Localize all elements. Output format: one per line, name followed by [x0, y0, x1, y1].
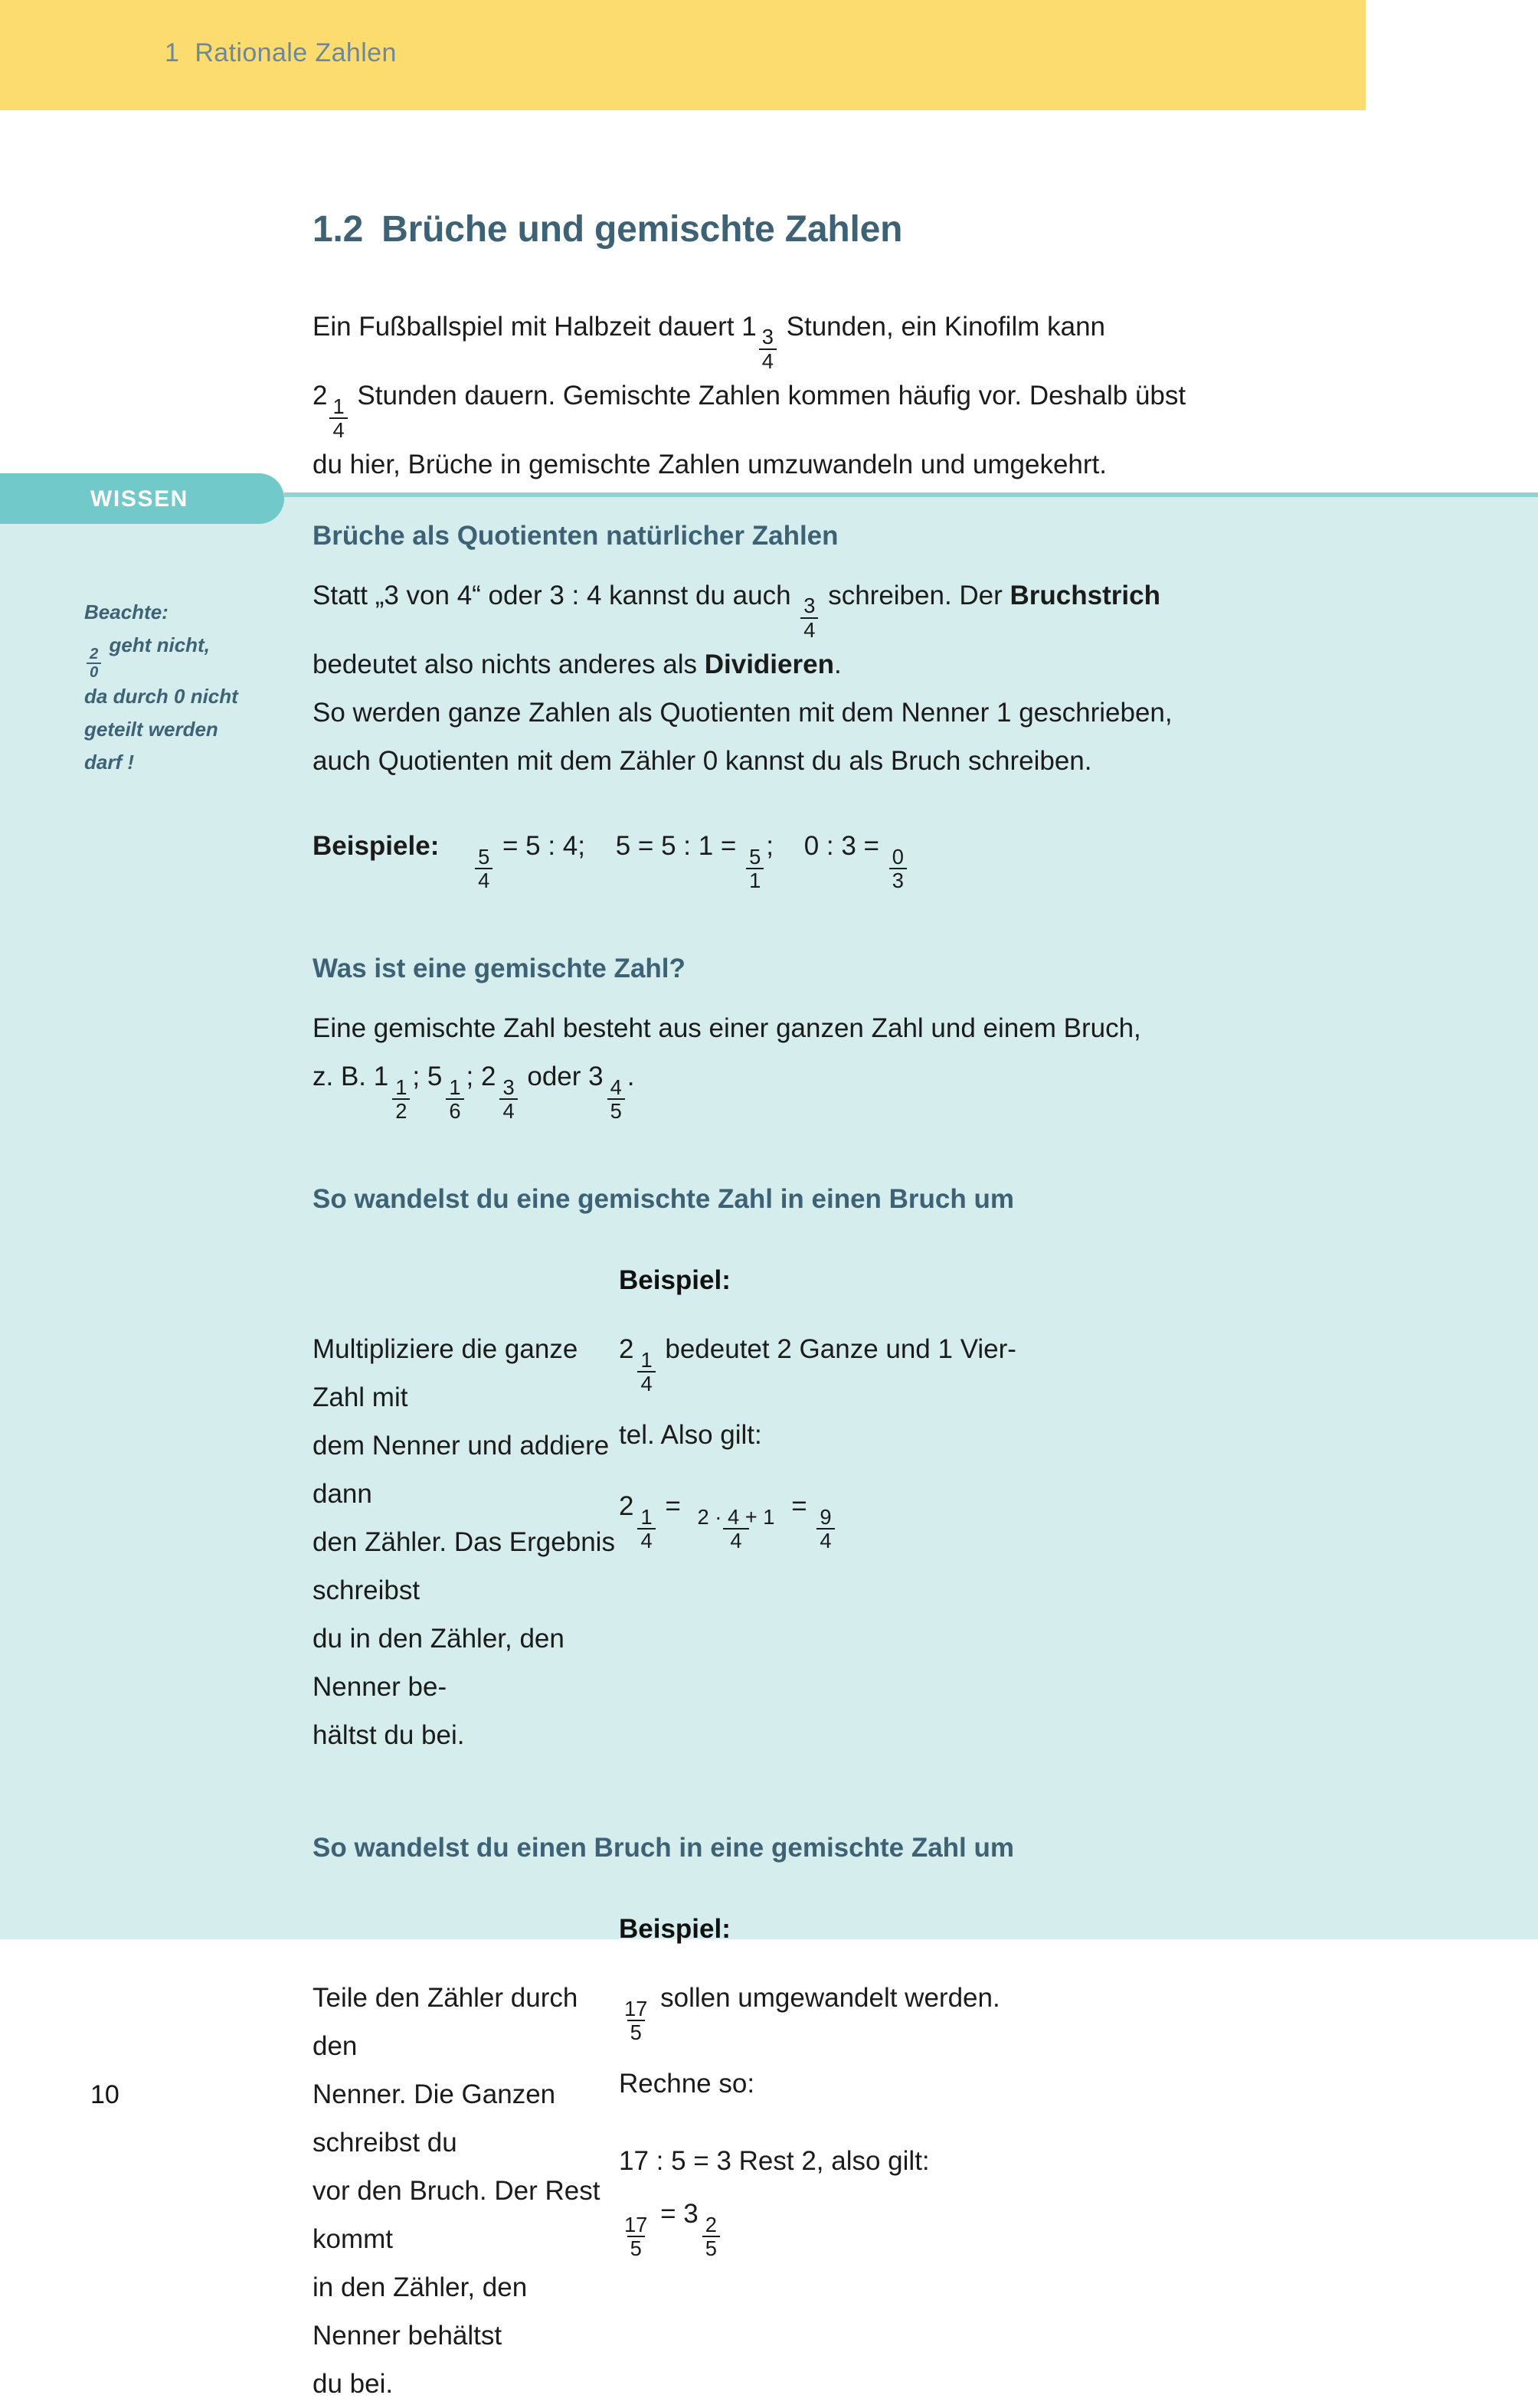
fraction-numerator: 3 [803, 594, 816, 618]
fraction-denominator: 5 [627, 2020, 645, 2043]
block4-equation [619, 2190, 1400, 2259]
block4-rule-line-1: Teile den Zähler durch den [313, 1983, 578, 2062]
fraction-part [637, 1347, 655, 1395]
fraction-denominator: 4 [637, 1528, 655, 1551]
fraction-denominator: 4 [816, 1528, 834, 1551]
block1-text-d: . [833, 649, 842, 680]
block2-period: . [627, 1062, 635, 1092]
block2-line-1: Eine gemischte Zahl besteht aus einer ganzen Zahl und einem Bruch, [313, 1013, 1141, 1044]
block1-examples-row [313, 822, 1400, 891]
example-2-lead: 5 = 5 : 1 = [615, 831, 744, 862]
running-head-chapter-title: Rationale Zahlen [195, 38, 397, 67]
fraction-numerator: 3 [761, 325, 774, 349]
mixed-whole: 1 [373, 1062, 389, 1092]
fraction-numerator: 5 [478, 844, 490, 869]
block4-rule-line-4: in den Zähler, den Nenner behältst [313, 2272, 528, 2351]
knowledge-panel-top-rule [284, 492, 1538, 497]
fraction-numerator: 3 [502, 1075, 515, 1099]
block3-rule-line-3: den Zähler. Das Ergebnis schreibst [313, 1527, 615, 1606]
mixed-number-five-and-sixth [427, 1062, 466, 1123]
running-head-band [0, 0, 1366, 110]
example-1-rest: = 5 : 4; [495, 831, 585, 862]
side-note-line-3: geteilt werden [84, 718, 218, 741]
fraction-numerator: 2 [90, 645, 99, 663]
fraction-denominator: 5 [607, 1098, 625, 1121]
fraction-denominator: 2 [392, 1098, 410, 1121]
block4-beispiel-label: Beispiel: [619, 1914, 731, 1945]
fraction-numerator: 1 [449, 1075, 461, 1099]
subheading-brueche-quotienten: Brüche als Quotienten natürlicher Zahlen [313, 521, 839, 551]
fraction-denominator: 1 [746, 868, 764, 891]
block3-rule-text [313, 1325, 619, 1759]
fraction-numerator: 0 [892, 844, 904, 869]
fraction-denominator: 5 [702, 2236, 720, 2259]
block2-paragraph [313, 1004, 1400, 1121]
side-note-line-2: da durch 0 nicht [84, 685, 238, 708]
side-note-line-4: darf ! [84, 751, 134, 774]
subheading-gemischte-zu-bruch: So wandelst du eine gemischte Zahl in einen Bruch um [313, 1184, 1014, 1215]
intro-line-2-text-b: Stunden dauern. Gemischte Zahlen kommen häufig vor. Deshalb übst [349, 381, 1186, 411]
fraction-numerator: 5 [749, 844, 761, 869]
mixed-number-two-and-three-quarters [480, 1062, 520, 1123]
fraction-denominator: 4 [800, 617, 818, 640]
page-title [313, 208, 902, 250]
fraction-numerator: 1 [640, 1347, 653, 1372]
fraction-numerator: 1 [640, 1504, 653, 1529]
block4-rule-line-3: vor den Bruch. Der Rest kommt [313, 2176, 600, 2255]
fraction-denominator: 4 [637, 1371, 655, 1394]
section-number: 1.2 [313, 209, 364, 250]
block4-example-column [619, 1914, 1400, 2408]
intro-line-1-text-a: Ein Fußballspiel mit Halbzeit dauert 1 [313, 312, 757, 342]
mixed-whole: 2 [619, 1491, 634, 1522]
block2-sep-2: ; [466, 1062, 481, 1092]
block1-line-2 [313, 640, 1400, 689]
block3-example-line-1 [619, 1325, 1400, 1394]
fraction-nine-fourths [816, 1504, 834, 1552]
block2-sep-3: oder [519, 1062, 589, 1092]
block2-sep-1: ; [412, 1062, 427, 1092]
fraction-zero-over-three [889, 846, 907, 892]
block2-lead: z. B. [313, 1062, 374, 1092]
fraction-numerator: 1 [395, 1075, 407, 1099]
wissen-tab-label: WISSEN [90, 486, 188, 512]
fraction-part [446, 1077, 463, 1122]
example-3-lead: 0 : 3 = [803, 831, 887, 862]
block1-bold-bruchstrich: Bruchstrich [1010, 581, 1160, 610]
fraction-denominator: 4 [499, 1098, 517, 1121]
side-note-text-a: geht nicht, [103, 633, 210, 656]
fraction-three-quarters [800, 595, 818, 640]
block4-example-line-2: Rechne so: [619, 2069, 755, 2099]
fraction-numerator: 2 [705, 2212, 717, 2236]
block1-text-b: schreiben. Der [820, 581, 1010, 610]
fraction-five-over-one [746, 846, 764, 892]
fraction-numerator: 4 [610, 1075, 622, 1099]
block3-equation [619, 1482, 1400, 1551]
intro-line-1 [313, 303, 1385, 371]
block1-bold-dividieren: Dividieren [704, 649, 834, 680]
mixed-number-two-and-quarter [619, 1491, 658, 1552]
fraction-part [702, 2214, 720, 2259]
page-number: 10 [90, 2080, 119, 2109]
equals-sign-1: = [657, 1491, 689, 1522]
fraction-one-quarter [329, 396, 347, 441]
fraction-denominator: 3 [889, 868, 907, 891]
block4-rule-line-5: du bei. [313, 2369, 394, 2400]
block4-example-line-1 [619, 1974, 1400, 2043]
fraction-part [392, 1077, 410, 1122]
block1-line-3: So werden ganze Zahlen als Quotienten mit dem Nenner 1 geschrieben, [313, 698, 1173, 728]
fraction-three-quarters [759, 326, 777, 371]
fraction-five-fourths [475, 846, 492, 892]
block3-example-column [619, 1265, 1400, 1759]
block1-paragraph [313, 571, 1400, 785]
fraction-seventeen-fifths [621, 1998, 650, 2043]
block4-columns [313, 1914, 1400, 2408]
fraction-denominator: 6 [446, 1098, 463, 1121]
equals-sign: = [653, 2199, 684, 2230]
mixed-number-two-and-quarter [619, 1334, 658, 1395]
fraction-denominator: 4 [723, 1528, 748, 1551]
block1-line-1 [313, 571, 1400, 640]
block3-rule-line-4: du in den Zähler, den Nenner be- [313, 1624, 564, 1703]
fraction-numerator: 2 · 4 + 1 [697, 1504, 775, 1529]
mixed-number-three-and-two-fifths [683, 2199, 722, 2260]
mixed-number-three-and-four-fifths [588, 1062, 627, 1123]
block1-text-a: Statt „3 von 4“ oder 3 : 4 kannst du auch [313, 581, 799, 610]
block4-example-text-1: sollen umgewandelt werden. [653, 1983, 1000, 2014]
equals-sign-2: = [784, 1491, 815, 1522]
fraction-numerator: 1 [332, 394, 345, 418]
mixed-number-one-and-half [373, 1062, 413, 1123]
intro-paragraph [313, 303, 1385, 489]
side-note-beachte [84, 596, 276, 779]
fraction-seventeen-fifths [621, 2214, 650, 2259]
fraction-part [499, 1077, 517, 1122]
fraction-denominator: 4 [329, 417, 347, 440]
block4-rule-text [313, 1974, 619, 2408]
subheading-bruch-zu-gemischte: So wandelst du einen Bruch in eine gemischte Zahl um [313, 1833, 1014, 1863]
section-title-text: Brüche und gemischte Zahlen [381, 209, 903, 250]
side-note-heading: Beachte: [84, 600, 169, 623]
block2-line-2 [313, 1052, 1400, 1121]
fraction-numerator: 17 [624, 2212, 648, 2236]
running-head-chapter-number: 1 [165, 38, 180, 67]
block3-rule-column [313, 1265, 619, 1759]
mixed-whole: 3 [683, 2199, 699, 2230]
fraction-numerator: 9 [820, 1504, 832, 1529]
mixed-whole: 3 [588, 1062, 604, 1092]
running-head-text [165, 38, 397, 68]
block4-rule-column [313, 1914, 619, 2408]
block3-example-text-1: bedeutet 2 Ganze und 1 Vier- [657, 1334, 1016, 1365]
block1-line-4: auch Quotienten mit dem Zähler 0 kannst du als Bruch schreiben. [313, 746, 1092, 777]
intro-line-2-text-a: 2 [313, 381, 328, 411]
side-note-line-1 [84, 629, 276, 680]
mixed-whole: 2 [619, 1334, 634, 1365]
fraction-numerator: 17 [624, 1996, 648, 2020]
example-2-rest: ; [766, 831, 774, 862]
fraction-denominator: 5 [627, 2236, 645, 2259]
block3-beispiel-label: Beispiel: [619, 1265, 731, 1296]
block4-example-line-3: 17 : 5 = 3 Rest 2, also gilt: [619, 2146, 930, 2177]
block3-columns [313, 1265, 1400, 1759]
mixed-whole: 5 [427, 1062, 443, 1092]
examples-label: Beispiele: [313, 831, 440, 862]
fraction-part [607, 1077, 625, 1122]
mixed-whole: 2 [480, 1062, 496, 1092]
block1-text-c: bedeutet also nichts anderes als [313, 649, 705, 680]
fraction-numerator-expression [691, 1504, 782, 1552]
block3-rule-line-2: dem Nenner und addiere dann [313, 1431, 610, 1510]
block3-rule-line-1: Multipliziere die ganze Zahl mit [313, 1334, 578, 1413]
fraction-part [637, 1504, 655, 1552]
intro-line-1-text-b: Stunden, ein Kinofilm kann [778, 312, 1106, 342]
block3-rule-line-5: hältst du bei. [313, 1720, 465, 1751]
wissen-tab [0, 473, 284, 524]
fraction-two-over-zero [87, 646, 101, 681]
fraction-denominator: 4 [759, 348, 777, 371]
fraction-denominator: 0 [87, 663, 101, 680]
fraction-denominator: 4 [475, 868, 492, 891]
knowledge-content [313, 521, 1400, 2408]
intro-line-3: du hier, Brüche in gemischte Zahlen umzuwandeln und umgekehrt. [313, 450, 1107, 480]
intro-line-2 [313, 371, 1385, 440]
block4-rule-line-2: Nenner. Die Ganzen schreibst du [313, 2079, 556, 2158]
subheading-was-ist-gemischte-zahl: Was ist eine gemischte Zahl? [313, 954, 686, 984]
block3-example-line-2: tel. Also gilt: [619, 1420, 762, 1451]
